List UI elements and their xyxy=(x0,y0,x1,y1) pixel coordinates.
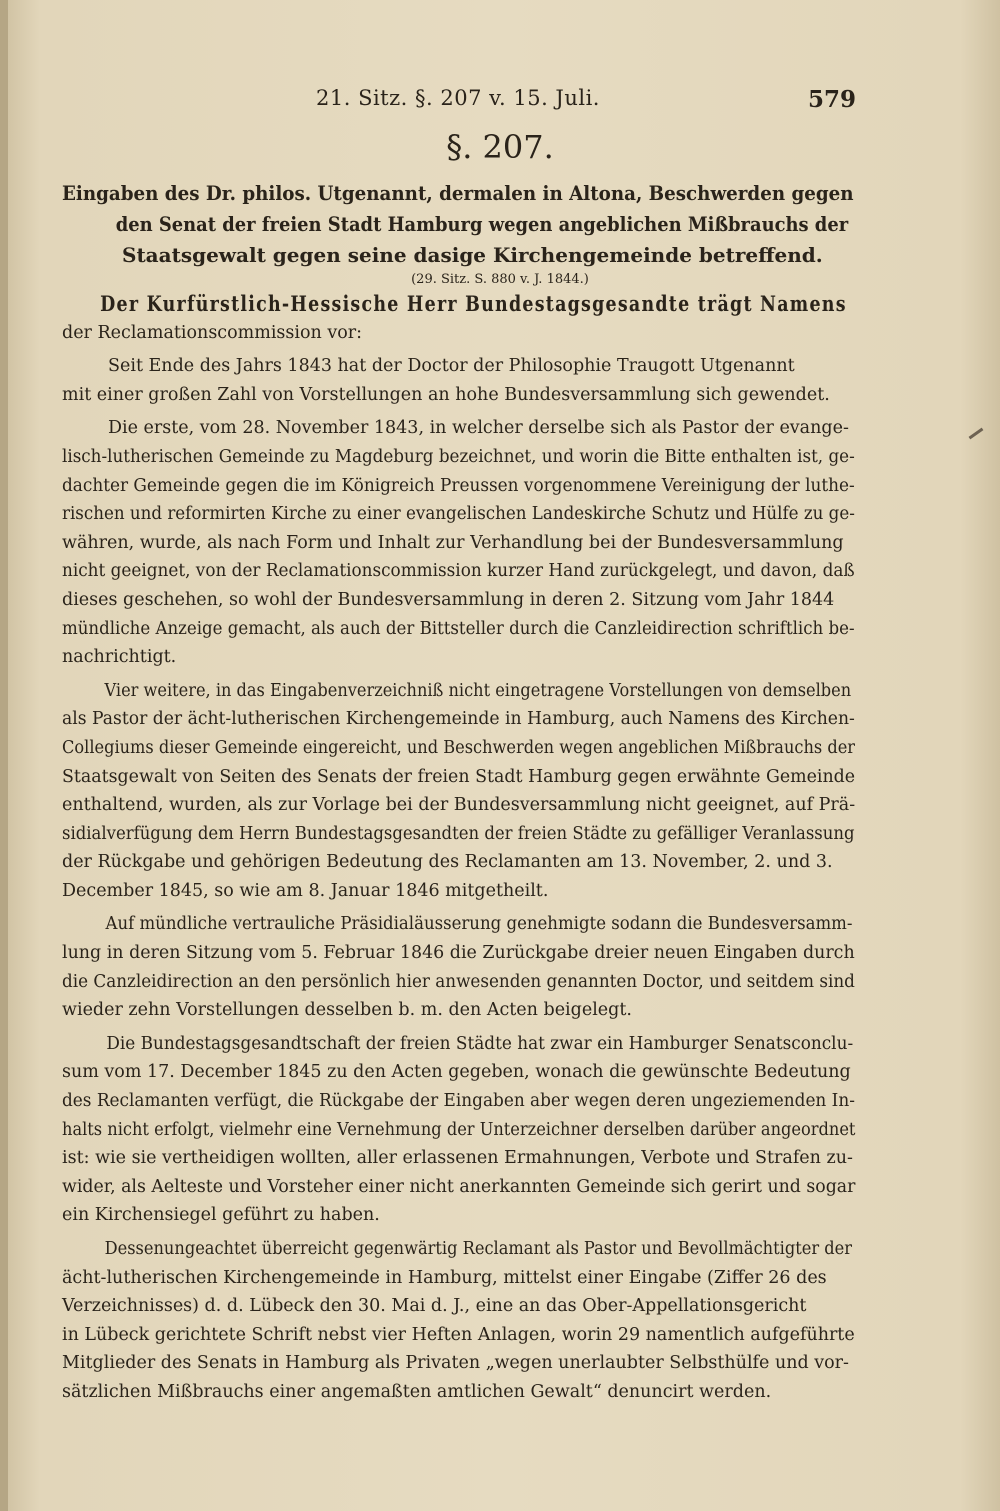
page-number: 579 xyxy=(808,86,857,113)
paragraph-line: December 1845, so wie am 8. Januar 1846 mitgetheilt. xyxy=(62,880,549,901)
paragraph-line: als Pastor der ächt-lutherischen Kirchengemeinde in Hamburg, auch Namens des Kirchen- xyxy=(62,709,855,730)
paragraph-line: mit einer großen Zahl von Vorstellungen an hohe Bundesversammlung sich gewendet. xyxy=(62,384,830,405)
paragraph-line: des Reclamanten verfügt, die Rückgabe der Eingaben aber wegen deren ungeziemenden In- xyxy=(62,1091,855,1112)
paragraph-line: wider, als Aelteste und Vorsteher einer nicht anerkannten Gemeinde sich gerirt und sogar xyxy=(62,1176,856,1197)
paragraph-line: ächt-lutherischen Kirchengemeinde in Hamburg, mittelst einer Eingabe (Ziffer 26 des xyxy=(62,1267,827,1288)
paragraph-line: Verzeichnisses) d. d. Lübeck den 30. Mai d. J., eine an das Ober-Appellationsgericht xyxy=(62,1296,807,1317)
paragraph-line: Collegiums dieser Gemeinde eingereicht, und Beschwerden wegen angeblichen Mißbrauchs der xyxy=(62,737,856,758)
paragraph-line: Die erste, vom 28. November 1843, in welcher derselbe sich als Pastor der evange- xyxy=(108,418,849,439)
running-head: 21. Sitz. §. 207 v. 15. Juli. xyxy=(316,86,600,110)
paragraph-line: mündliche Anzeige gemacht, als auch der Bittsteller durch die Canzleidirection schriftlich be- xyxy=(62,618,855,639)
paragraph-line: wieder zehn Vorstellungen desselben b. m. den Acten beigelegt. xyxy=(62,1000,632,1021)
paragraph-line: Mitglieder des Senats in Hamburg als Privaten „wegen unerlaubter Selbsthülfe und vor- xyxy=(62,1353,849,1374)
paragraph-line: Der Kurfürstlich-Hessische Herr Bundestagsgesandte trägt Namens xyxy=(100,291,847,316)
paragraph-line: Dessenungeachtet überreicht gegenwärtig Reclamant als Pastor und Bevollmächtigter der xyxy=(104,1239,852,1259)
paragraph xyxy=(62,414,855,671)
paragraph-line: Auf mündliche vertrauliche Präsidialäusserung genehmigte sodann die Bundesversamm- xyxy=(105,914,853,935)
session-reference: (29. Sitz. S. 880 v. J. 1844.) xyxy=(411,272,589,287)
paragraph-line: sidialverfügung dem Herrn Bundestagsgesandten der freien Städte zu gefälliger Veranlassung xyxy=(62,823,855,844)
section-title xyxy=(62,178,854,271)
paragraph-line: Staatsgewalt von Seiten des Senats der freien Stadt Hamburg gegen erwähnte Gemeinde xyxy=(62,766,856,787)
paragraph-line: halts nicht erfolgt, vielmehr eine Vernehmung der Unterzeichner derselben darüber angeordnet xyxy=(62,1119,856,1140)
paragraph xyxy=(62,352,855,409)
paragraph xyxy=(62,1235,855,1407)
margin-pencil-mark xyxy=(969,428,984,440)
title-line: Eingaben des Dr. philos. Utgenannt, dermalen in Altona, Beschwerden gegen xyxy=(62,181,854,205)
paragraph-line: die Canzleidirection an den persönlich hier anwesenden genannten Doctor, und seitdem sind xyxy=(62,971,855,992)
paragraph-line: nicht geeignet, von der Reclamationscommission kurzer Hand zurückgelegt, und davon, daß xyxy=(62,561,855,582)
paragraph-line: lisch-lutherischen Gemeinde zu Magdeburg bezeichnet, und worin die Bitte enthalten ist, ge- xyxy=(62,446,855,467)
paragraph-line: lung in deren Sitzung vom 5. Februar 1846 die Zurückgabe dreier neuen Eingaben durch xyxy=(62,943,855,964)
paragraph-line: währen, wurde, als nach Form und Inhalt zur Verhandlung bei der Bundesversammlung xyxy=(62,532,844,553)
title-line: den Senat der freien Stadt Hamburg wegen angeblichen Mißbrauchs der xyxy=(115,212,849,236)
page-edge-shadow xyxy=(0,0,8,1511)
paragraph xyxy=(62,910,855,1024)
paragraph-line: nachrichtigt. xyxy=(62,647,177,668)
paragraph-line: der Reclamationscommission vor: xyxy=(62,322,363,343)
paragraph-line: dieses geschehen, so wohl der Bundesversammlung in deren 2. Sitzung vom Jahr 1844 xyxy=(62,589,835,610)
paragraph-line: Seit Ende des Jahrs 1843 hat der Doctor der Philosophie Traugott Utgenannt xyxy=(108,356,795,377)
paragraph-line: sätzlichen Mißbrauchs einer angemaßten amtlichen Gewalt“ denuncirt werden. xyxy=(62,1381,772,1402)
title-line: Staatsgewalt gegen seine dasige Kirchengemeinde betreffend. xyxy=(122,243,823,267)
paragraph-line: ein Kirchensiegel geführt zu haben. xyxy=(62,1205,380,1226)
paragraph-line: Die Bundestagsgesandtschaft der freien Städte hat zwar ein Hamburger Senatsconclu- xyxy=(106,1033,854,1054)
paragraph-line: der Rückgabe und gehörigen Bedeutung des Reclamanten am 13. November, 2. und 3. xyxy=(62,852,833,873)
paragraph-line: ist: wie sie vertheidigen wollten, aller erlassenen Ermahnungen, Verbote und Strafen zu- xyxy=(62,1148,853,1169)
paragraph-line: enthaltend, wurden, als zur Vorlage bei der Bundesversammlung nicht geeignet, auf Prä- xyxy=(62,795,856,816)
paragraph-line: in Lübeck gerichtete Schrift nebst vier Heften Anlagen, worin 29 namentlich aufgeführte xyxy=(62,1324,855,1345)
paragraph-line: rischen und reformirten Kirche zu einer evangelischen Landeskirche Schutz und Hülfe zu ge- xyxy=(62,504,855,525)
paragraph xyxy=(62,1030,855,1230)
body-text xyxy=(62,290,855,1412)
paragraph-line: dachter Gemeinde gegen die im Königreich Preussen vorgenommene Vereinigung der luthe- xyxy=(62,475,855,496)
section-number: §. 207. xyxy=(446,128,554,166)
paragraph xyxy=(62,290,855,347)
paragraph xyxy=(62,677,855,906)
paragraph-line: sum vom 17. December 1845 zu den Acten gegeben, wonach die gewünschte Bedeutung xyxy=(62,1062,851,1083)
paragraph-line: Vier weitere, in das Eingabenverzeichniß nicht eingetragene Vorstellungen von demselben xyxy=(104,680,852,701)
